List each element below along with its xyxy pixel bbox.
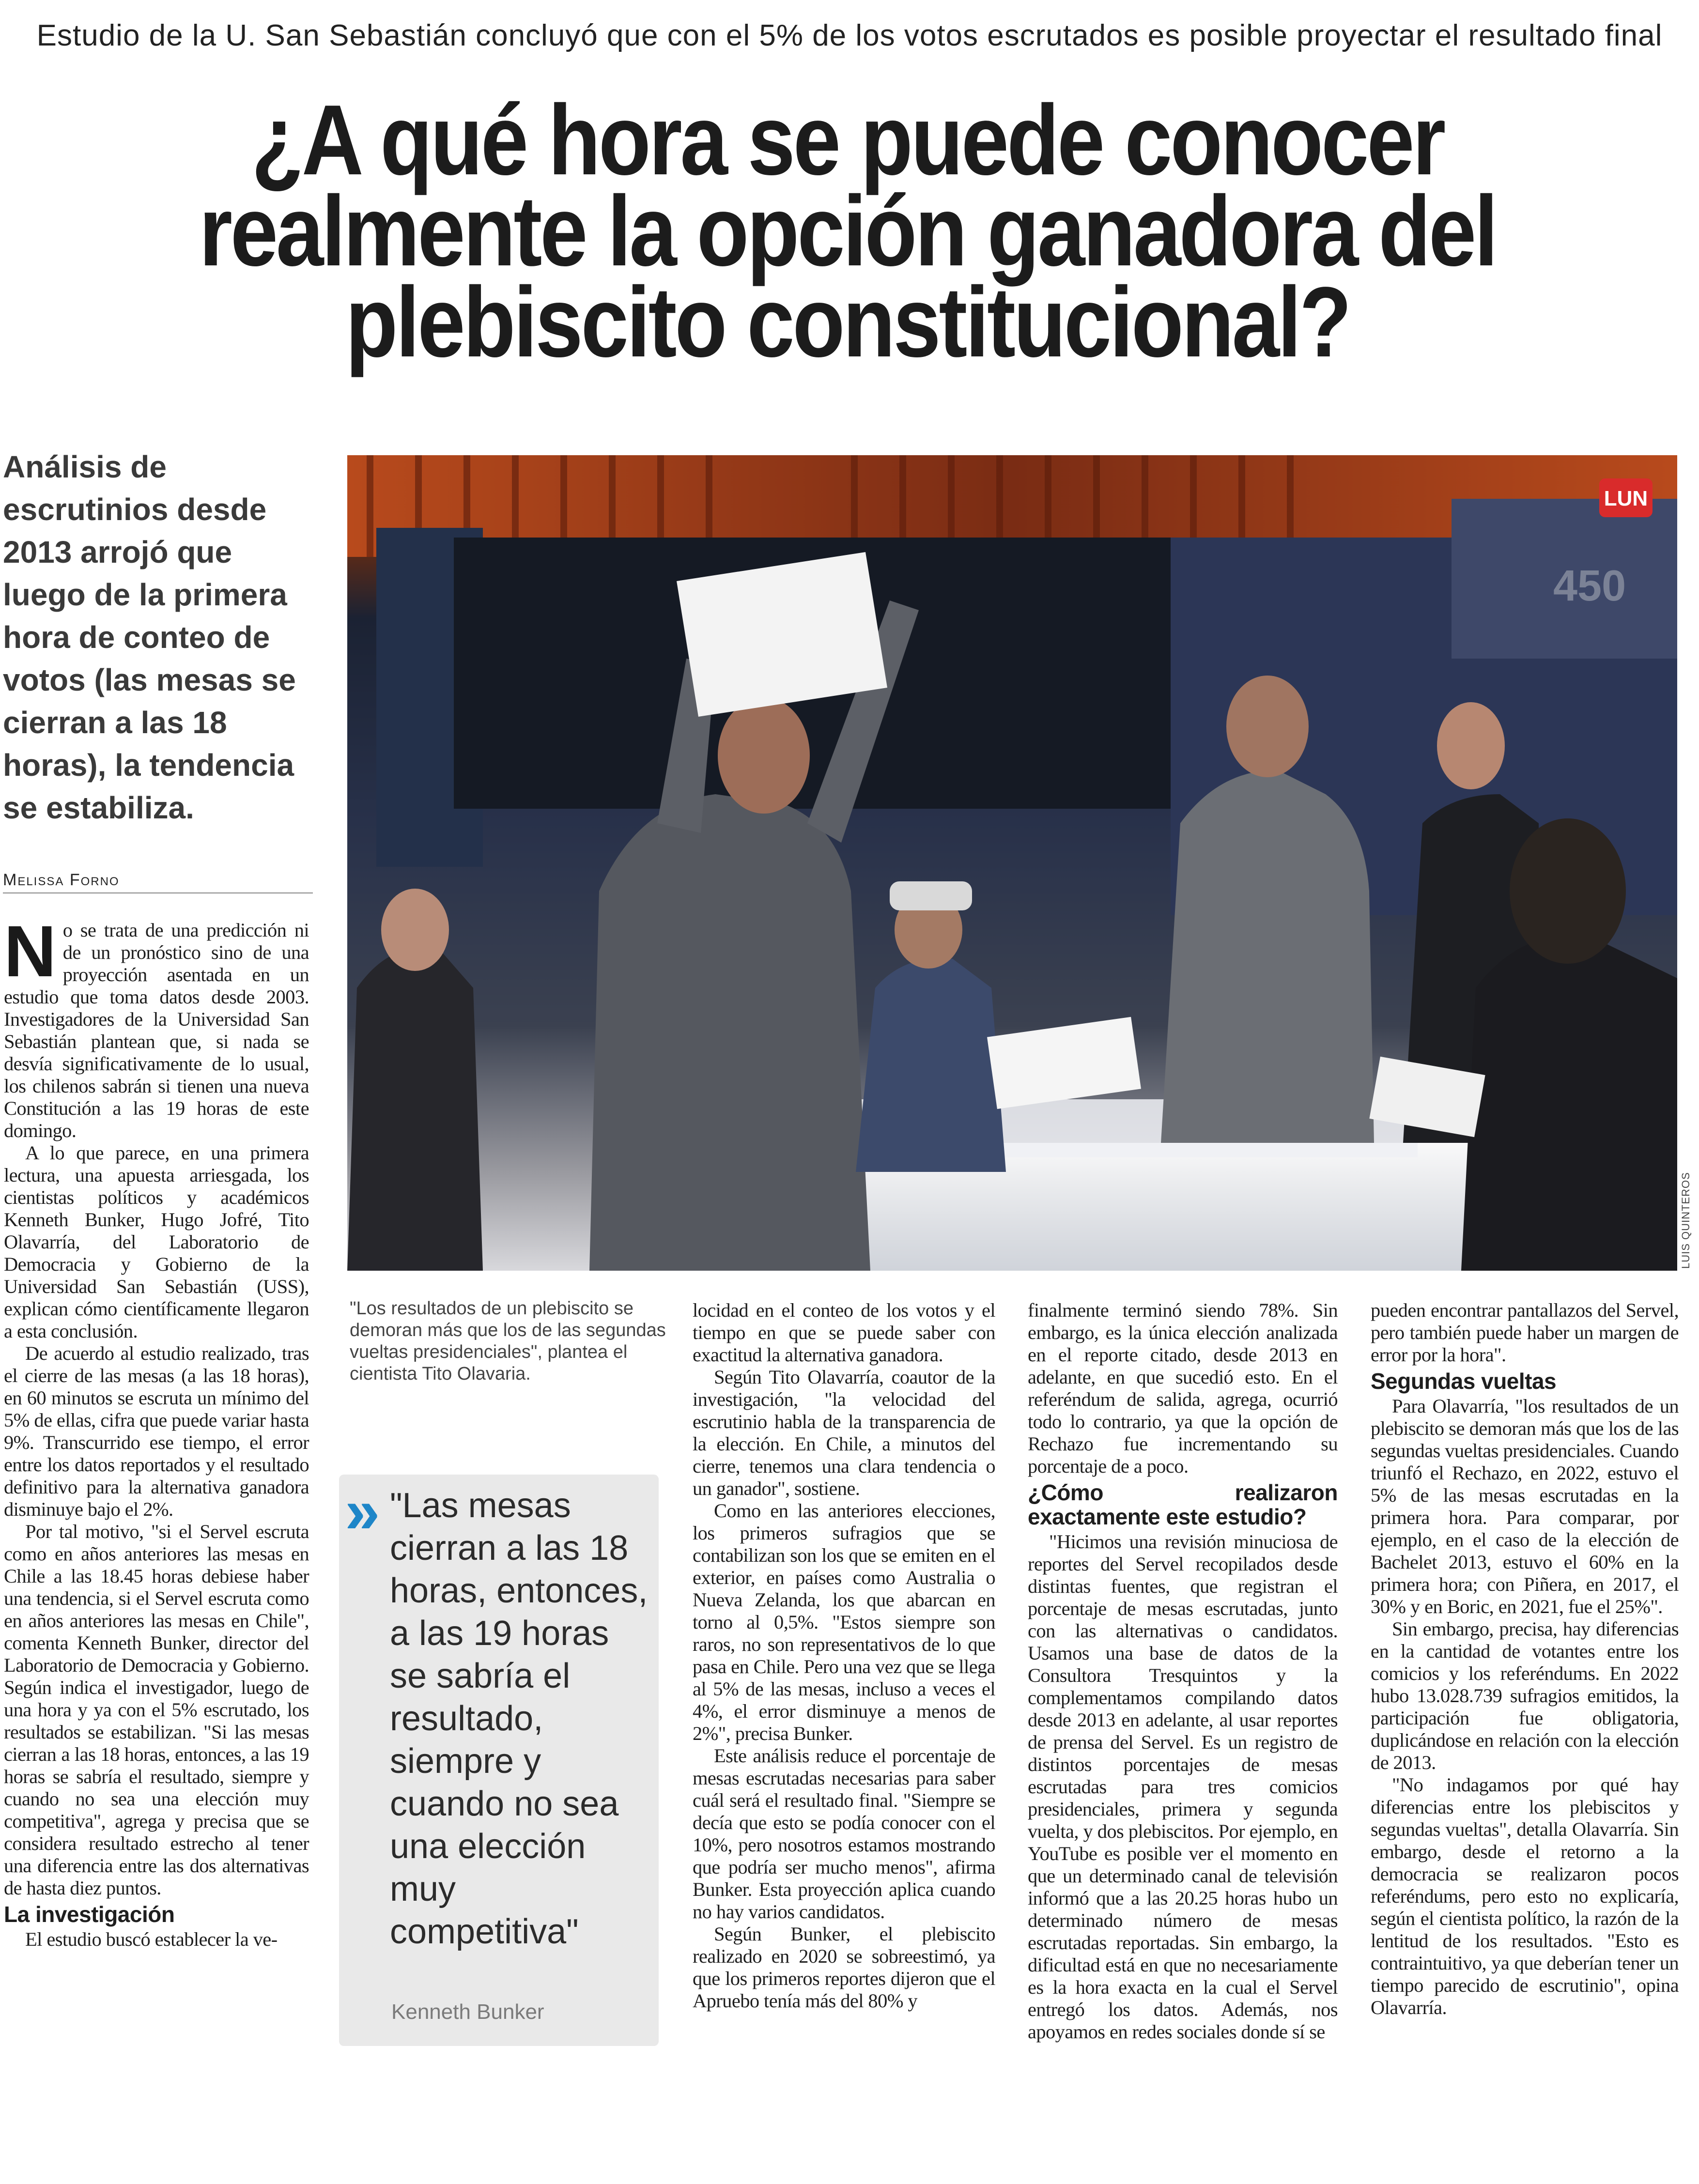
headline-line-1: ¿A qué hora se puede conocer <box>251 84 1444 196</box>
paragraph: finalmente terminó siendo 78%. Sin embargo, es la única elección analizada en el reporte citado, desde 2013 en adelante, en que sucedió esto. En el referéndum de salida, agrega, ocurrió todo lo contrario, ya que la opción de Rechazo fue incrementando su porcentaje de a poco. <box>1028 1299 1338 1477</box>
deck-summary: Análisis de escrutinios desde 2013 arrojó que luego de la primera hora de conteo de votos (las mesas se cierran a las 18 horas), la tendencia se estabiliza. <box>3 449 296 825</box>
dropcap: N <box>4 910 56 992</box>
photo-illustration <box>347 455 1677 1271</box>
paragraph: Sin embargo, precisa, hay diferencias en la cantidad de votantes entre los comicios y los referéndums. En 2022 hubo 13.028.739 sufragios emitidos, la participación fue obligatoria, duplicándose en relación con la elección de 2013. <box>1371 1618 1679 1773</box>
headline-line-2: realmente la opción ganadora del <box>199 175 1497 287</box>
photo-credit: LUIS QUINTEROS <box>1680 1172 1692 1269</box>
byline: Melissa Forno <box>3 871 313 893</box>
paragraph: Según Bunker, el plebiscito realizado en 2020 se sobreestimó, ya que los primeros reportes dijeron que el Apruebo tenía más del 80% y <box>693 1923 995 2012</box>
paragraph: De acuerdo al estudio realizado, tras el cierre de las mesas (a las 18 horas), en 60 minutos se escruta un mínimo del 5% de ellas, cifra que puede variar hasta 9%. Transcurrido ese tiempo, el error entre los datos reportados y el resultado definitivo para la alternativa ganadora disminuye bajo el 2%. <box>4 1342 309 1520</box>
person-silhouette <box>589 794 870 1271</box>
paragraph: Para Olavarría, "los resultados de un plebiscito se demoran más que los de las segundas vueltas presidenciales. Cuando triunfó el Rechazo, en 2022, estuvo el 5% de las mesas escrutadas en la primera hora. Para comparar, por ejemplo, en el caso de la elección de Bachelet 2013, estuvo el 60% en la primera hora; con Piñera, en 2017, el 30% y en Boric, en 2021, fue el 25%". <box>1371 1395 1679 1617</box>
pull-quote-text: "Las mesas cierran a las 18 horas, entonces, a las 19 horas se sabría el resultado, siempre y cuando no sea una elección muy competitiva" <box>390 1486 648 1951</box>
headline-line-3: plebiscito constitucional? <box>345 266 1350 378</box>
paragraph-text: o se trata de una predicción ni de un pronóstico sino de una proyección asentada en un estudio que toma datos desde 2003. Investigadores de la Universidad San Sebastián plantean que, si nada se desvía significativamente de lo usual, los chilenos sabrán si tienen una nueva Constitución a las 19 horas de este domingo. <box>4 919 309 1141</box>
paragraph: Como en las anteriores elecciones, los primeros sufragios que se contabilizan son los que se emiten en el exterior, en países como Australia o Nueva Zelanda, los que abarcan en torno al 0,5%. "Estos siempre son raros, no son representativos de lo que pasa en Chile. Pero una vez que se llega al 5% de las mesas, incluso a veces el 4%, el error disminuye a menos de 2%", precisa Bunker. <box>693 1500 995 1744</box>
raised-ballot <box>677 552 887 717</box>
paragraph: Este análisis reduce el porcentaje de mesas escrutadas necesarias para saber cuál será el resultado final. "Siempre se decía que esto se podía conocer con el 10%, pero nosotros estamos mostrando que podría ser mucho menos", afirma Bunker. Esta proyección aplica cuando no hay varios candidatos. <box>693 1745 995 1923</box>
paragraph: pueden encontrar pantallazos del Servel, pero también puede haber un margen de error por la hora". <box>1371 1299 1679 1366</box>
subhead: ¿Cómo realizaron exactamente este estudio? <box>1028 1480 1338 1529</box>
paragraph: locidad en el conteo de los votos y el tiempo en que se puede saber con exactitud la alternativa ganadora. <box>693 1299 995 1366</box>
news-photo <box>347 455 1677 1271</box>
paragraph: "No indagamos por qué hay diferencias entre los plebiscitos y segundas vueltas", detalla Olavarría. Sin embargo, desde el retorno a la democracia se realizaron pocos referéndums, pero esto no explicaría, según el cientista político, la razón de la lentitud de los resultados. "Esto es contraintuitivo, ya que deberían tener un tiempo parecido de escrutinio", opina Olavarría. <box>1371 1774 1679 2018</box>
sign-number: 450 <box>1553 562 1626 610</box>
pull-quote-author: Kenneth Bunker <box>391 2000 544 2024</box>
photo-caption: "Los resultados de un plebiscito se demoran más que los de las segundas vueltas presidenciales", plantea el cientista Tito Olavaria. <box>350 1298 666 1384</box>
paragraph: "Hicimos una revisión minuciosa de reportes del Servel recopilados desde distintas fuentes, que registran el porcentaje de mesas escrutadas, junto con las alternativas o candidatos. Usamos una base de datos de la Consultora Tresquintos y la complementamos compilando datos desde 2013 en adelante, al usar reportes de prensa del Servel. Es un registro de distintos porcentajes de mesas escrutadas para tres comicios presidenciales, primera y segunda vuelta, y dos plebiscitos. Por ejemplo, en YouTube es posible ver el momento en que un determinado canal de televisión informó que a las 20.25 horas hubo un determinado número de mesas escrutadas reportadas. Sin embargo, la dificultad está en que no necesariamente es la hora exacta en la cual el Servel entregó los datos. Además, nos apoyamos en redes sociales donde sí se <box>1028 1531 1338 2043</box>
article-column-3 <box>1028 1299 1338 2043</box>
paragraph: A lo que parece, en una primera lectura, una apuesta arriesgada, los cientistas políticos y académicos Kenneth Bunker, Hugo Jofré, Tito Olavarría, del Laboratorio de Democracia y Gobierno de la Universidad San Sebastián (USS), explican cómo científicamente llegaron a esta conclusión. <box>4 1142 309 1342</box>
headline <box>160 84 1535 378</box>
article-column-2 <box>693 1299 995 2012</box>
paragraph: Según Tito Olavarría, coautor de la investigación, "la velocidad del escrutinio habla de la transparencia de la elección. En Chile, a minutos del cierre, tenemos una clara tendencia o un ganador", sostiene. <box>693 1366 995 1499</box>
kicker: Estudio de la U. San Sebastián concluyó que con el 5% de los votos escrutados es posible proyectar el resultado final <box>36 19 1663 52</box>
subhead: La investigación <box>4 1902 175 1927</box>
paragraph: El estudio buscó establecer la ve- <box>25 1928 278 1950</box>
lun-logo-text: LUN <box>1604 487 1648 510</box>
subhead: Segundas vueltas <box>1371 1369 1557 1394</box>
paragraph <box>4 910 309 1142</box>
quote-chevron-icon: » <box>345 1476 367 1546</box>
article-column-1 <box>4 910 309 1951</box>
article-column-4 <box>1371 1299 1679 2019</box>
paragraph: Por tal motivo, "si el Servel escruta como en años anteriores las mesas en Chile a las 18.45 horas debiese haber una tendencia, si el Servel escruta como en años anteriores las mesas en Chile", comenta Kenneth Bunker, director del Laboratorio de Democracia y Gobierno. Según indica el investigador, luego de una hora y ya con el 5% escrutado, los resultados se estabilizan. "Si las mesas cierran a las 18 horas, entonces, a las 19 horas se sabría el resultado, siempre y cuando no sea una elección muy competitiva", agrega y precisa que se considera resultado estrecho al tener una diferencia entre las dos alternativas de hasta diez puntos. <box>4 1521 309 1899</box>
